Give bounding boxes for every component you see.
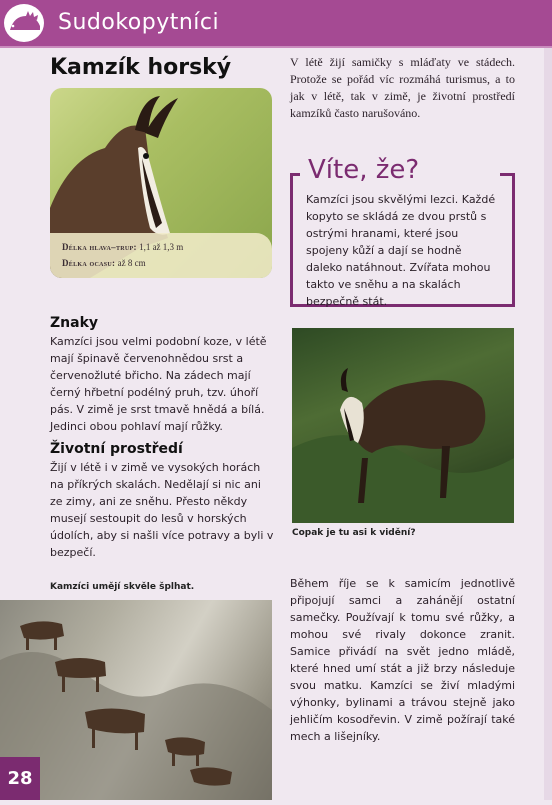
frame-top-left [290,173,300,176]
rut-paragraph: Během říje se k samicím jednotlivě připojují samci a zahánějí ostatní samečky. Používají k tomu své růžky, a mohou své rivaly dokonce zranit. Samice přivádí na svět jedno mládě, které hned umí stát a již brzy následuje svou matku. Kamzíci se živí mladými výhonky, bylinami a trávou stejně jako jehličím kosodřevin. V zimě požírají také mech a lišejníky. [290,577,515,743]
body-length-label: Délka hlava–trup: [62,242,137,252]
section-header [0,0,552,46]
did-you-know-box [290,155,515,310]
measurements-box [50,233,272,278]
tail-length-label: Délka ocasu: [62,258,116,268]
header-divider [0,46,552,48]
grass-photo-caption: Copak je tu asi k vidění? [292,528,416,538]
tail-length-value: až 8 cm [117,258,146,268]
znaky-paragraph: Kamzíci jsou velmi podobní koze, v létě mají špinavě červenohnědou srst a červenožluté břicho. Na zádech mají černý hřbetní podélný pruh, tzv. úhoří pás. V zimě je srst tmavě hnědá a bílá. Jedinci obou pohlaví mají růžky. [50,335,267,433]
chamois-portrait-photo [50,88,272,278]
intro-paragraph: V létě žijí samičky s mláďaty ve stádech. Protože se pořád víc rozmáhá turismus, a to jak v létě, tak v zimě, je životní prostředí kamzíků často narušováno. [290,55,515,120]
znaky-heading: Znaky [50,315,99,331]
did-you-know-text: Kamzíci jsou skvělými lezci. Každé kopyto se skládá ze dvou prstů s ostrými hranami, které jsou spojeny kůží a dají se hodně daleko natáhnout. Zvířata mohou takto ve sněhu a na skalách bezpečně stát. [306,193,496,308]
climbing-photo-caption: Kamzíci umějí skvěle šplhat. [50,582,195,592]
section-title: Sudokopytníci [58,10,220,35]
frame-top-right [500,173,512,176]
page-number: 28 [0,757,40,800]
tail-length-line [62,258,146,268]
prostredi-heading: Životní prostředí [50,441,183,457]
prostredi-paragraph: Žijí v létě i v zimě ve vysokých horách na příkrých skalách. Nedělají si nic ani ze zimy, ani ze sněhu. Přesto někdy musejí sestoupit do lesů v horských údolích, aby si našli více potravy a byli v bezpečí. [50,461,274,559]
body-length-value: 1,1 až 1,3 m [139,242,184,252]
chamois-climbing-photo [0,600,272,800]
side-strip [544,48,552,800]
did-you-know-title: Víte, že? [308,155,420,185]
body-length-line [62,242,183,252]
page-title: Kamzík horský [50,55,232,80]
hedgehog-logo-icon [4,4,44,42]
chamois-in-grass-photo [292,328,514,523]
